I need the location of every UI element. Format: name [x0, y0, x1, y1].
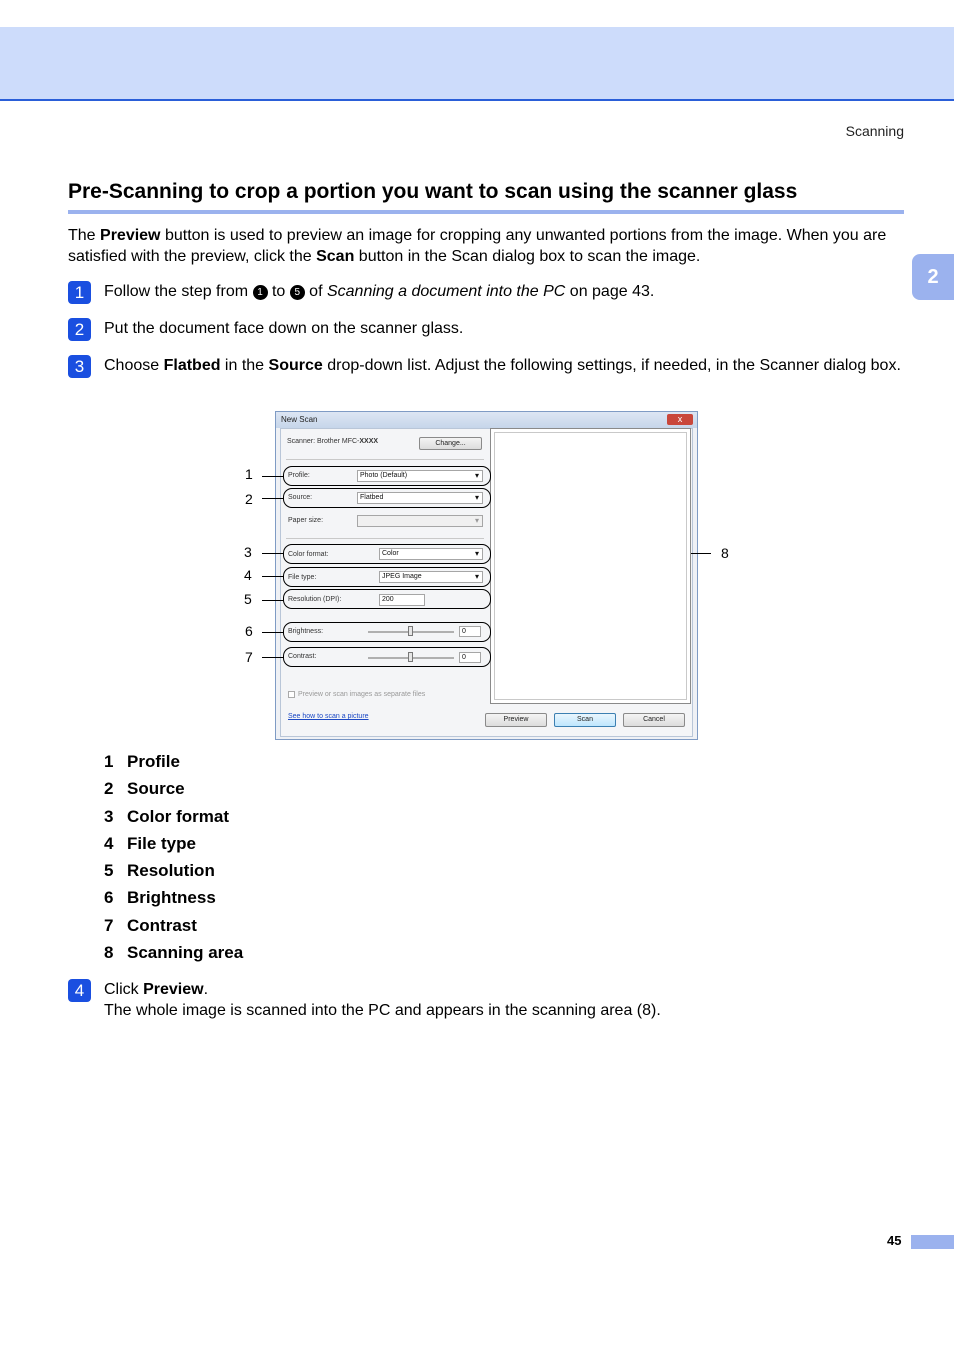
source-dropdown[interactable]: Flatbed ▾ [357, 492, 483, 504]
page-tab [911, 1235, 954, 1249]
step-2 [68, 318, 904, 339]
callout-oval-resolution [283, 589, 491, 609]
separate-files-label: Preview or scan images as separate files [298, 691, 426, 698]
step-4 [68, 979, 904, 1021]
step-1 [68, 281, 904, 302]
paper-size-dropdown[interactable] [357, 515, 483, 527]
legend-item: 1 Profile [104, 752, 180, 771]
leader-line [262, 600, 284, 601]
step-text: Click Preview. The whole image is scanned into the PC and appears in the scanning area (8). [104, 981, 661, 1019]
profile-dropdown[interactable]: Photo (Default) ▾ [357, 470, 483, 482]
leader-line [262, 553, 284, 554]
scanner-label: Scanner: Brother MFC-XXXX [287, 438, 379, 445]
leader-line [262, 632, 284, 633]
leader-line [262, 657, 284, 658]
preview-button[interactable]: Preview [485, 713, 547, 727]
callout-oval-source [283, 488, 491, 508]
callout-oval-color-format [283, 544, 491, 564]
header-band [0, 27, 954, 101]
step-number-badge: 3 [68, 355, 91, 378]
scan-button[interactable]: Scan [554, 713, 616, 727]
cancel-button[interactable]: Cancel [623, 713, 685, 727]
callout-number: 4 [244, 567, 252, 583]
leader-line [262, 498, 284, 499]
callout-number: 3 [244, 544, 252, 560]
resolution-label: Resolution (DPI): [288, 596, 342, 603]
profile-label: Profile: [288, 472, 310, 479]
chapter-tab: 2 [912, 254, 954, 300]
section-title: Pre-Scanning to crop a portion you want to scan using the scanner glass [68, 180, 904, 214]
callout-oval-brightness [283, 622, 491, 642]
running-head: Scanning [845, 123, 904, 139]
callout-number: 8 [721, 545, 729, 561]
intro-paragraph: The Preview button is used to preview an image for cropping any unwanted portions from the image. When you are satisfied with the preview, click the Scan button in the Scan dialog box to scan the image. [68, 227, 887, 265]
callout-number: 7 [245, 649, 253, 665]
legend-item: 7 Contrast [104, 916, 197, 935]
leader-line [691, 553, 711, 554]
leader-line [262, 476, 284, 477]
step-text: Follow the step from 1 to 5 of Scanning a document into the PC on page 43. [104, 283, 655, 300]
color-format-dropdown[interactable]: Color ▾ [379, 548, 483, 560]
step-number-badge: 4 [68, 979, 91, 1002]
callout-oval-file-type [283, 567, 491, 587]
file-type-label: File type: [288, 574, 317, 581]
step-text: Put the document face down on the scanner glass. [104, 320, 464, 337]
step-3 [68, 355, 904, 376]
paper-size-label: Paper size: [288, 517, 324, 524]
leader-line [262, 576, 284, 577]
step-number-badge: 1 [68, 281, 91, 304]
legend-item: 4 File type [104, 834, 196, 853]
brightness-label: Brightness: [288, 628, 324, 635]
callout-number: 5 [244, 591, 252, 607]
page-number: 45 [887, 1233, 902, 1248]
callout-number: 1 [245, 466, 253, 482]
divider [286, 459, 484, 460]
legend-item: 5 Resolution [104, 861, 215, 880]
callout-oval-contrast [283, 647, 491, 667]
contrast-value[interactable]: 0 [459, 652, 481, 663]
dialog-title: New Scan [276, 412, 697, 428]
source-label: Source: [288, 494, 313, 501]
legend-item: 3 Color format [104, 807, 229, 826]
divider [286, 538, 484, 539]
file-type-dropdown[interactable]: JPEG Image ▾ [379, 571, 483, 583]
circled-number: 5 [290, 285, 305, 300]
step-text: Choose Flatbed in the Source drop-down list. Adjust the following settings, if needed, in the Scanner dialog box. [104, 357, 901, 374]
contrast-label: Contrast: [288, 653, 317, 660]
legend-item: 2 Source [104, 779, 185, 798]
circled-number: 1 [253, 285, 268, 300]
change-button[interactable]: Change... [419, 437, 482, 450]
legend-item: 8 Scanning area [104, 943, 244, 962]
brightness-value[interactable]: 0 [459, 626, 481, 637]
step-number-badge: 2 [68, 318, 91, 341]
resolution-stepper[interactable]: 200 [379, 594, 425, 606]
scanning-area [490, 428, 691, 704]
close-icon[interactable]: x [667, 414, 693, 425]
legend-item: 6 Brightness [104, 888, 216, 907]
color-format-label: Color format: [288, 551, 329, 558]
callout-number: 2 [245, 491, 253, 507]
separate-files-checkbox[interactable] [288, 691, 295, 698]
help-link[interactable]: See how to scan a picture [288, 713, 369, 720]
callout-number: 6 [245, 623, 253, 639]
callout-oval-profile [283, 466, 491, 486]
